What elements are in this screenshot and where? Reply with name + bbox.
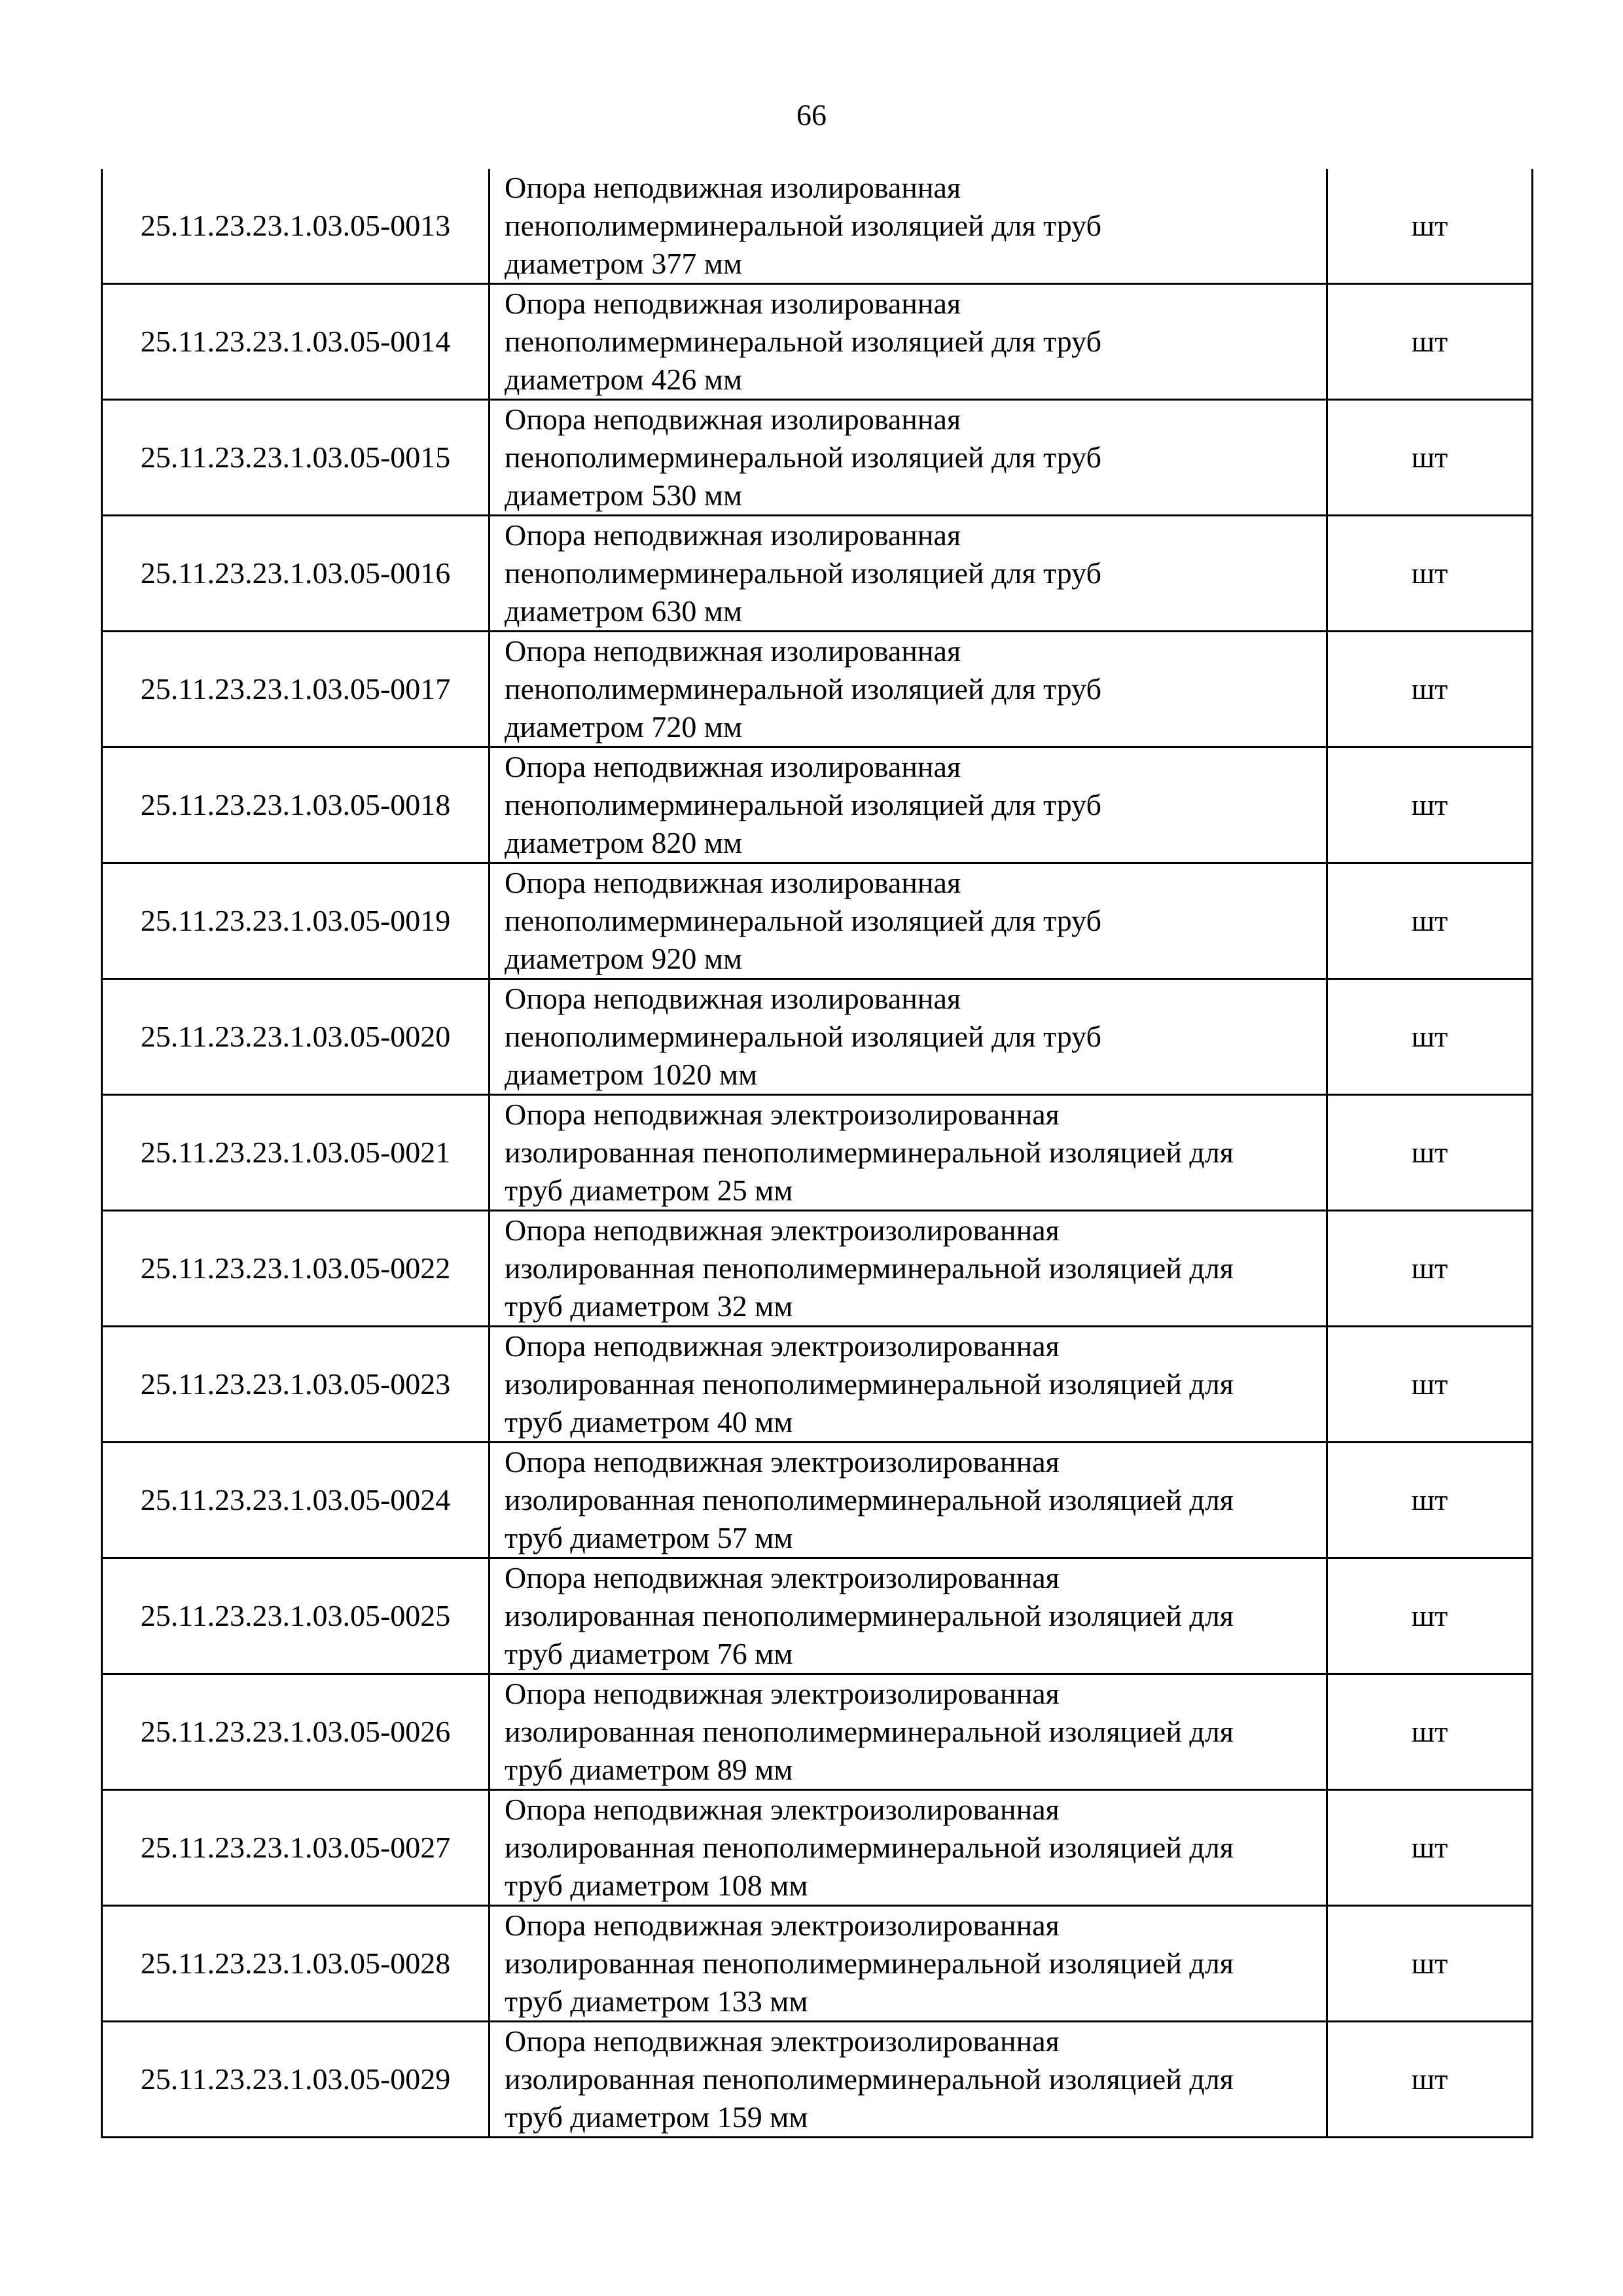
row-unit-cell: шт: [1327, 1327, 1533, 1443]
row-name-line: изолированная пенополимерминеральной изоляцией для: [505, 1599, 1234, 1632]
row-name-line: пенополимерминеральной изоляцией для труб: [505, 672, 1101, 706]
row-name-line: труб диаметром 89 мм: [505, 1753, 793, 1786]
row-unit-cell: шт: [1327, 1906, 1533, 2022]
row-code-cell: 25.11.23.23.1.03.05-0014: [102, 284, 490, 400]
row-unit-cell: шт: [1327, 1674, 1533, 1790]
row-unit-cell: шт: [1327, 1211, 1533, 1327]
row-code-cell: 25.11.23.23.1.03.05-0015: [102, 400, 490, 516]
row-name-line: Опора неподвижная электроизолированная: [505, 1793, 1060, 1826]
row-name-line: диаметром 920 мм: [505, 942, 743, 975]
row-name-line: диаметром 377 мм: [505, 247, 743, 280]
row-name-line: изолированная пенополимерминеральной изоляцией для: [505, 1367, 1234, 1401]
row-name-cell: [490, 1790, 1327, 1906]
row-name-line: диаметром 720 мм: [505, 710, 743, 744]
row-name-line: пенополимерминеральной изоляцией для труб: [505, 788, 1101, 821]
row-name-line: Опора неподвижная электроизолированная: [505, 1329, 1060, 1363]
row-name-line: пенополимерминеральной изоляцией для труб: [505, 904, 1101, 937]
row-name-line: пенополимерминеральной изоляцией для труб: [505, 1020, 1101, 1053]
row-name-line: пенополимерминеральной изоляцией для труб: [505, 209, 1101, 242]
row-name-line: диаметром 820 мм: [505, 826, 743, 859]
row-code-cell: 25.11.23.23.1.03.05-0028: [102, 1906, 490, 2022]
row-name-line: Опора неподвижная изолированная: [505, 866, 961, 899]
row-name-cell: [490, 632, 1327, 747]
row-name-line: труб диаметром 76 мм: [505, 1637, 793, 1670]
row-name-cell: [490, 1095, 1327, 1211]
row-name-cell: [490, 1558, 1327, 1674]
row-unit-cell: шт: [1327, 169, 1533, 284]
row-name-line: изолированная пенополимерминеральной изоляцией для: [505, 2062, 1234, 2096]
row-name-cell: [490, 1211, 1327, 1327]
row-name-line: диаметром 630 мм: [505, 594, 743, 628]
table-row: [102, 1095, 1533, 1211]
table-row: [102, 1327, 1533, 1443]
row-name-line: труб диаметром 32 мм: [505, 1289, 793, 1323]
row-code-cell: 25.11.23.23.1.03.05-0019: [102, 863, 490, 979]
row-code-cell: 25.11.23.23.1.03.05-0022: [102, 1211, 490, 1327]
row-name-line: диаметром 530 мм: [505, 478, 743, 512]
row-code-cell: 25.11.23.23.1.03.05-0029: [102, 2022, 490, 2138]
row-name-cell: [490, 747, 1327, 863]
row-name-line: изолированная пенополимерминеральной изоляцией для: [505, 1251, 1234, 1285]
row-name-line: диаметром 426 мм: [505, 363, 743, 396]
row-name-line: Опора неподвижная электроизолированная: [505, 1445, 1060, 1479]
row-unit-cell: шт: [1327, 979, 1533, 1095]
row-name-line: труб диаметром 57 мм: [505, 1521, 793, 1554]
table-row: [102, 516, 1533, 632]
spec-table-container: [101, 169, 1531, 2138]
row-name-line: Опора неподвижная изолированная: [505, 403, 961, 436]
row-name-cell: [490, 1443, 1327, 1558]
row-code-cell: 25.11.23.23.1.03.05-0025: [102, 1558, 490, 1674]
row-name-line: Опора неподвижная электроизолированная: [505, 2024, 1060, 2058]
row-unit-cell: шт: [1327, 1790, 1533, 1906]
row-name-line: пенополимерминеральной изоляцией для труб: [505, 556, 1101, 590]
row-name-line: Опора неподвижная электроизолированная: [505, 1561, 1060, 1594]
row-code-cell: 25.11.23.23.1.03.05-0013: [102, 169, 490, 284]
row-name-line: Опора неподвижная изолированная: [505, 750, 961, 783]
row-code-cell: 25.11.23.23.1.03.05-0026: [102, 1674, 490, 1790]
row-unit-cell: шт: [1327, 863, 1533, 979]
row-name-line: Опора неподвижная изолированная: [505, 171, 961, 204]
table-row: [102, 979, 1533, 1095]
table-row: [102, 747, 1533, 863]
row-code-cell: 25.11.23.23.1.03.05-0023: [102, 1327, 490, 1443]
row-name-cell: [490, 1327, 1327, 1443]
row-code-cell: 25.11.23.23.1.03.05-0018: [102, 747, 490, 863]
spec-table: [101, 169, 1533, 2138]
row-name-line: Опора неподвижная изолированная: [505, 982, 961, 1015]
row-name-cell: [490, 1906, 1327, 2022]
row-name-line: изолированная пенополимерминеральной изоляцией для: [505, 1831, 1234, 1864]
row-name-line: Опора неподвижная электроизолированная: [505, 1909, 1060, 1942]
table-row: [102, 169, 1533, 284]
row-code-cell: 25.11.23.23.1.03.05-0021: [102, 1095, 490, 1211]
row-name-line: пенополимерминеральной изоляцией для труб: [505, 440, 1101, 474]
row-name-cell: [490, 400, 1327, 516]
row-name-line: Опора неподвижная электроизолированная: [505, 1677, 1060, 1710]
row-name-cell: [490, 169, 1327, 284]
row-name-cell: [490, 979, 1327, 1095]
row-unit-cell: шт: [1327, 632, 1533, 747]
table-row: [102, 284, 1533, 400]
row-unit-cell: шт: [1327, 400, 1533, 516]
row-name-line: Опора неподвижная изолированная: [505, 634, 961, 668]
row-name-cell: [490, 863, 1327, 979]
table-row: [102, 1674, 1533, 1790]
row-name-cell: [490, 2022, 1327, 2138]
row-unit-cell: шт: [1327, 2022, 1533, 2138]
row-name-line: Опора неподвижная изолированная: [505, 287, 961, 320]
table-row: [102, 1211, 1533, 1327]
row-name-line: труб диаметром 133 мм: [505, 1984, 808, 2018]
row-name-line: труб диаметром 159 мм: [505, 2100, 808, 2134]
row-name-cell: [490, 284, 1327, 400]
row-name-line: изолированная пенополимерминеральной изоляцией для: [505, 1715, 1234, 1748]
row-name-line: изолированная пенополимерминеральной изоляцией для: [505, 1136, 1234, 1169]
row-name-cell: [490, 516, 1327, 632]
row-name-line: труб диаметром 108 мм: [505, 1869, 808, 1902]
table-row: [102, 1443, 1533, 1558]
row-code-cell: 25.11.23.23.1.03.05-0016: [102, 516, 490, 632]
table-row: [102, 1906, 1533, 2022]
row-name-line: Опора неподвижная изолированная: [505, 518, 961, 552]
row-unit-cell: шт: [1327, 516, 1533, 632]
table-row: [102, 400, 1533, 516]
table-row: [102, 1790, 1533, 1906]
row-name-line: труб диаметром 25 мм: [505, 1174, 793, 1207]
row-code-cell: 25.11.23.23.1.03.05-0027: [102, 1790, 490, 1906]
row-code-cell: 25.11.23.23.1.03.05-0017: [102, 632, 490, 747]
table-row: [102, 2022, 1533, 2138]
table-row: [102, 632, 1533, 747]
table-row: [102, 863, 1533, 979]
row-name-line: Опора неподвижная электроизолированная: [505, 1213, 1060, 1247]
row-unit-cell: шт: [1327, 747, 1533, 863]
row-name-line: изолированная пенополимерминеральной изоляцией для: [505, 1483, 1234, 1516]
row-unit-cell: шт: [1327, 1558, 1533, 1674]
row-name-line: Опора неподвижная электроизолированная: [505, 1098, 1060, 1131]
row-code-cell: 25.11.23.23.1.03.05-0024: [102, 1443, 490, 1558]
row-unit-cell: шт: [1327, 1443, 1533, 1558]
table-row: [102, 1558, 1533, 1674]
page-number: 66: [796, 98, 827, 132]
row-code-cell: 25.11.23.23.1.03.05-0020: [102, 979, 490, 1095]
row-name-line: труб диаметром 40 мм: [505, 1405, 793, 1439]
row-name-line: диаметром 1020 мм: [505, 1058, 758, 1091]
spec-table-body: [102, 169, 1533, 2138]
row-name-line: изолированная пенополимерминеральной изоляцией для: [505, 1946, 1234, 1980]
row-unit-cell: шт: [1327, 1095, 1533, 1211]
row-name-line: пенополимерминеральной изоляцией для труб: [505, 325, 1101, 358]
row-unit-cell: шт: [1327, 284, 1533, 400]
row-name-cell: [490, 1674, 1327, 1790]
